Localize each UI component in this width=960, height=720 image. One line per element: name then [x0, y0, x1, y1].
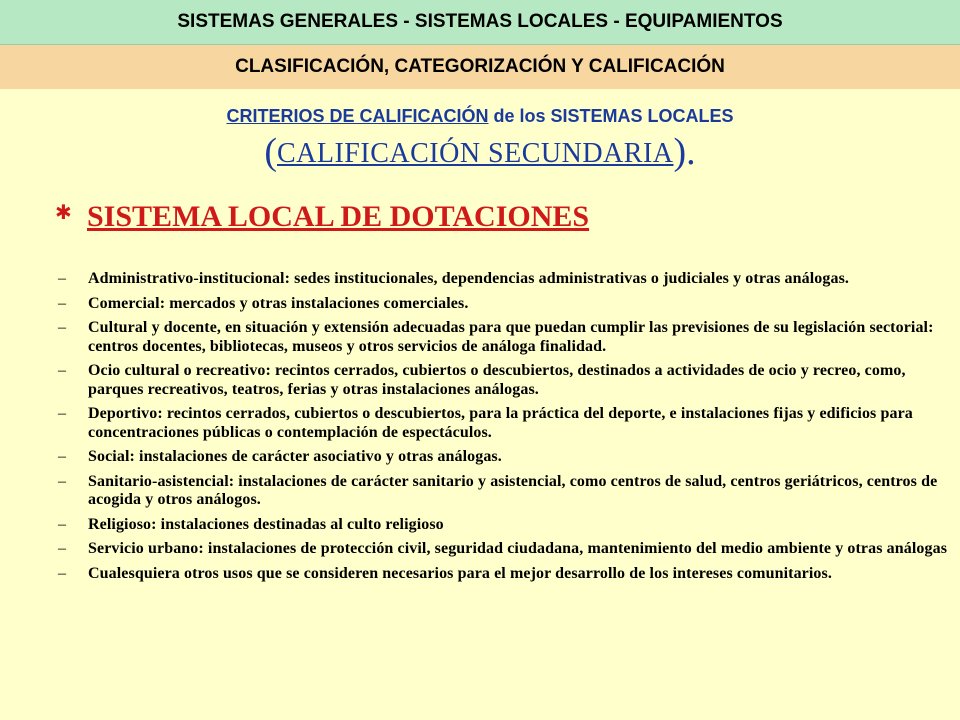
list-item-text: Ocio cultural o recreativo: recintos cerrados, cubiertos o descubiertos, destinados a actividades de ocio y recreo, como, parques recreativos, teatros, ferias y otras instalaciones análogas.: [88, 362, 906, 398]
section-heading: [55, 200, 589, 234]
list-item-text: Social: instalaciones de carácter asociativo y otras análogas.: [88, 448, 502, 465]
secondary-qualification: [0, 130, 960, 176]
asterisk-bullet-icon: ✱: [55, 200, 72, 224]
list-item: [58, 540, 954, 559]
list-item: [58, 516, 954, 535]
list-item-text: Religioso: instalaciones destinadas al culto religioso: [88, 515, 444, 533]
dash-bullet: –: [58, 362, 66, 379]
facility-list: [58, 270, 954, 589]
page-title: SISTEMAS GENERALES - SISTEMAS LOCALES - EQUIPAMIENTOS: [177, 11, 783, 32]
list-item: [58, 448, 954, 467]
list-item: [58, 295, 954, 314]
dash-bullet: –: [58, 405, 66, 422]
dash-bullet: –: [58, 472, 66, 490]
criteria-link[interactable]: CRITERIOS DE CALIFICACIÓN: [226, 106, 489, 126]
criteria-rest: de los SISTEMAS LOCALES: [488, 106, 734, 126]
list-item: [58, 405, 954, 442]
list-item-text: Administrativo-institucional: sedes institucionales, dependencias administrativas o judiciales y otras análogas.: [88, 270, 850, 287]
page-subtitle: CLASIFICACIÓN, CATEGORIZACIÓN Y CALIFICACIÓN: [235, 56, 725, 77]
dash-bullet: –: [58, 319, 66, 336]
close-paren: ).: [673, 131, 696, 173]
secondary-qualification-text: CALIFICACIÓN SECUNDARIA: [276, 138, 674, 169]
section-title: SISTEMA LOCAL DE DOTACIONES: [87, 200, 590, 233]
list-item-text: Cualesquiera otros usos que se consideren necesarios para el mejor desarrollo de los intereses comunitarios.: [88, 564, 832, 582]
dash-bullet: –: [58, 448, 66, 465]
list-item-text: Sanitario-asistencial: instalaciones de carácter sanitario y asistencial, como centros de salud, centros geriátricos, centros de acogida y otros análogos.: [88, 472, 938, 508]
list-item: [58, 565, 954, 584]
dash-bullet: –: [58, 540, 66, 557]
dash-bullet: –: [58, 270, 66, 287]
list-item: [58, 362, 954, 399]
list-item-text: Comercial: mercados y otras instalaciones comerciales.: [88, 294, 469, 312]
dash-bullet: –: [58, 515, 66, 533]
list-item: [58, 270, 954, 289]
list-item-text: Cultural y docente, en situación y extensión adecuadas para que puedan cumplir las previsiones de su legislación sectorial: centros docentes, bibliotecas, museos y otros servicios de análoga finalidad.: [88, 319, 934, 355]
list-item: [58, 319, 954, 356]
dash-bullet: –: [58, 294, 66, 312]
title-bar: [0, 0, 960, 45]
list-item-text: Deportivo: recintos cerrados, cubiertos o descubiertos, para la práctica del deporte, e instalaciones fijas y edificios para concentraciones públicas o contemplación de espectáculos.: [88, 405, 913, 441]
open-paren: (: [264, 131, 277, 173]
dash-bullet: –: [58, 564, 66, 582]
criteria-heading: [0, 106, 960, 127]
list-item: [58, 473, 954, 510]
subtitle-bar: [0, 45, 960, 89]
list-item-text: Servicio urbano: instalaciones de protección civil, seguridad ciudadana, mantenimiento del medio ambiente y otras análogas: [88, 540, 948, 557]
